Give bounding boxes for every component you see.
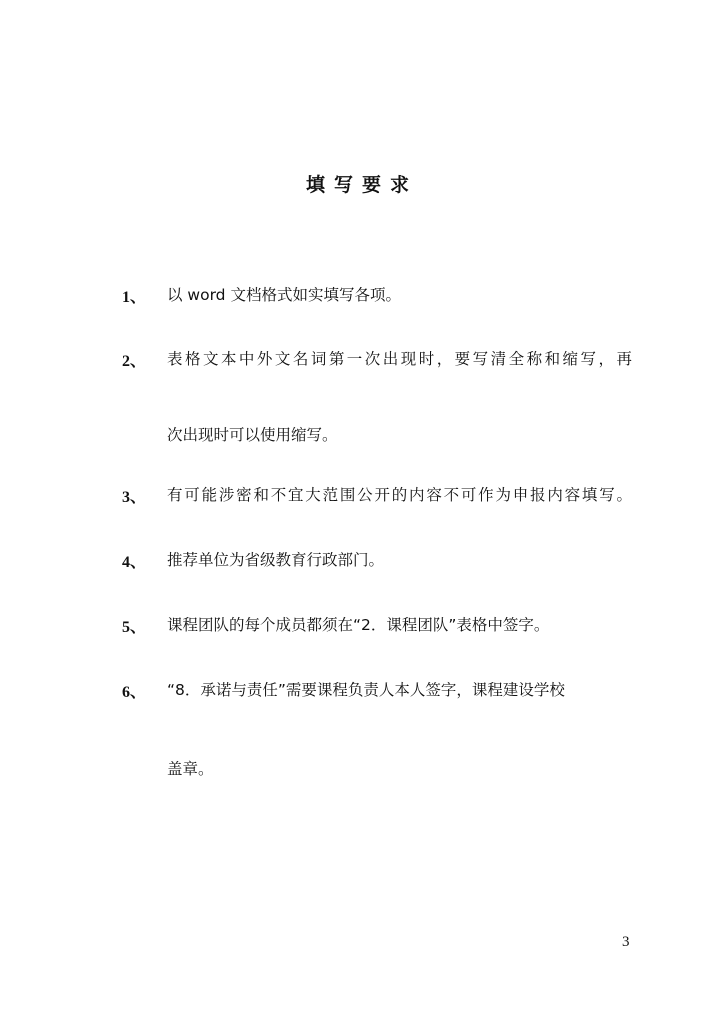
- item-4-line-1: 推荐单位为省级教育行政部门。: [167, 551, 385, 569]
- item-number-5: 5、: [122, 619, 147, 636]
- item-2-line-2: 次出现时可以使用缩写。: [167, 426, 338, 444]
- page-number: 3: [622, 934, 630, 950]
- item-2-line-1: 表格文本中外文名词第一次出现时，要写清全称和缩写，再: [167, 350, 632, 368]
- item-3-line-1: 有可能涉密和不宜大范围公开的内容不可作为申报内容填写。: [167, 486, 632, 504]
- item-number-1: 1、: [122, 289, 147, 306]
- item-6-line-2: 盖章。: [167, 760, 214, 778]
- item-number-4: 4、: [122, 554, 147, 571]
- item-5-line-1: 课程团队的每个成员都须在“2．课程团队”表格中签字。: [167, 616, 550, 634]
- item-1-line-1: 以 word 文档格式如实填写各项。: [167, 286, 401, 304]
- item-6-line-1: “8．承诺与责任”需要课程负责人本人签字，课程建设学校: [167, 681, 565, 699]
- item-number-6: 6、: [122, 684, 147, 701]
- page-title: 填写要求: [305, 174, 418, 196]
- item-number-2: 2、: [122, 353, 147, 370]
- item-number-3: 3、: [122, 489, 147, 506]
